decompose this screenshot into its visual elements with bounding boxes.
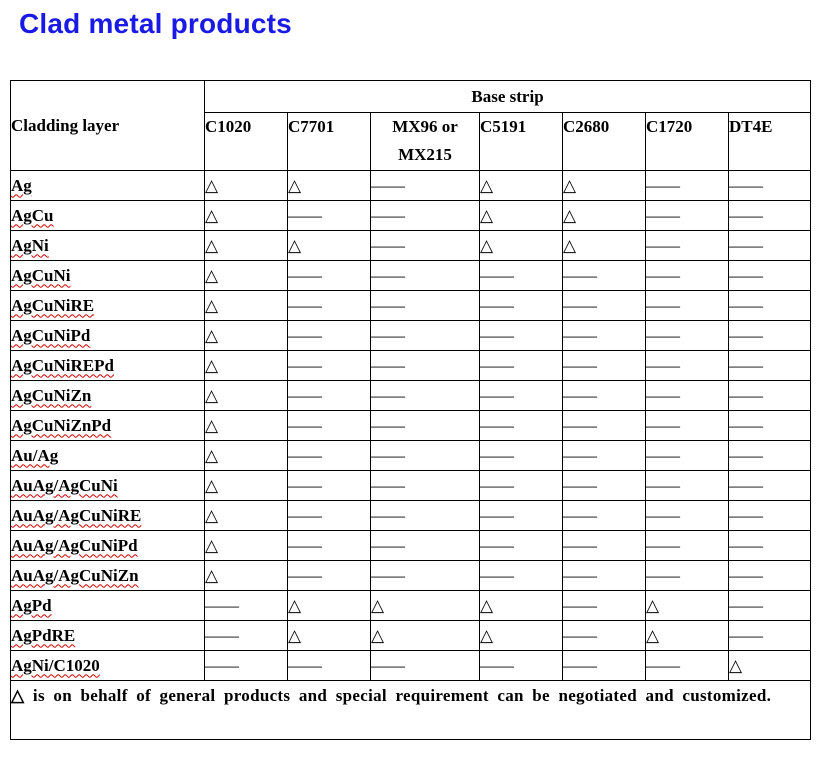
table-note [11,681,811,740]
table-cell: —— [729,411,811,441]
row-label: Au/Ag [11,441,205,471]
table-cell: —— [729,351,811,381]
row-label: AuAg/AgCuNiZn [11,561,205,591]
table-cell: —— [646,201,729,231]
table-cell: —— [371,201,480,231]
table-cell: —— [480,651,563,681]
column-header-c2680: C2680 [563,113,646,171]
table-cell: △ [205,441,288,471]
table-cell: —— [646,531,729,561]
table-cell: —— [371,531,480,561]
table-cell: △ [480,231,563,261]
table-cell: △ [205,381,288,411]
table-cell: —— [480,261,563,291]
table-cell: △ [205,561,288,591]
table-cell: —— [288,471,371,501]
table-cell: △ [205,351,288,381]
table-cell: —— [371,291,480,321]
table-cell: —— [563,561,646,591]
table-cell: —— [480,321,563,351]
row-label: AgCuNiPd [11,321,205,351]
table-cell: —— [371,261,480,291]
table-cell: —— [371,411,480,441]
table-cell: —— [729,171,811,201]
table-cell: △ [646,621,729,651]
table-row [11,201,811,231]
table-row [11,381,811,411]
table-cell: —— [563,441,646,471]
table-cell: —— [646,261,729,291]
table-cell: △ [288,171,371,201]
table-cell: —— [288,321,371,351]
column-header-dt4e: DT4E [729,113,811,171]
table-cell: —— [729,381,811,411]
row-label: Ag [11,171,205,201]
table-cell: —— [288,261,371,291]
table-cell: —— [646,351,729,381]
note-text: △ is on behalf of general products and special requirement can be negotiated and customized. [11,686,772,705]
table-cell: —— [480,501,563,531]
table-cell: —— [205,651,288,681]
table-cell: △ [205,261,288,291]
table-cell: —— [563,291,646,321]
table-cell: —— [205,621,288,651]
table-cell: —— [563,261,646,291]
table-row [11,411,811,441]
table-cell: △ [288,591,371,621]
row-label: AgPdRE [11,621,205,651]
table-cell: △ [563,201,646,231]
table-row [11,441,811,471]
table-cell: —— [646,651,729,681]
table-row [11,471,811,501]
table-cell: —— [646,441,729,471]
column-header-c5191: C5191 [480,113,563,171]
table-cell: △ [205,201,288,231]
table-cell: △ [371,621,480,651]
table-cell: —— [729,591,811,621]
table-row [11,531,811,561]
row-label: AgPd [11,591,205,621]
table-cell: —— [371,561,480,591]
table-cell: —— [729,261,811,291]
table-cell: —— [563,321,646,351]
column-header-c1020: C1020 [205,113,288,171]
row-label: AuAg/AgCuNiRE [11,501,205,531]
table-cell: —— [288,531,371,561]
table-cell: △ [205,291,288,321]
table-cell: —— [288,651,371,681]
table-row [11,321,811,351]
row-label: AuAg/AgCuNi [11,471,205,501]
table-cell: △ [288,621,371,651]
table-cell: △ [480,621,563,651]
table-cell: —— [729,441,811,471]
row-label: AuAg/AgCuNiPd [11,531,205,561]
table-cell: —— [371,471,480,501]
table-row [11,291,811,321]
table-cell: —— [288,561,371,591]
table-cell: —— [480,291,563,321]
table-cell: —— [729,291,811,321]
table-cell: —— [288,411,371,441]
table-cell: —— [729,531,811,561]
table-row [11,561,811,591]
table-cell: △ [646,591,729,621]
table-cell: —— [371,351,480,381]
table-cell: —— [563,621,646,651]
column-header-mx96-mx215: MX96 or MX215 [371,113,480,171]
table-cell: —— [646,321,729,351]
table-cell: —— [371,501,480,531]
table-cell: —— [371,231,480,261]
table-cell: —— [480,531,563,561]
table-cell: —— [371,441,480,471]
table-row [11,261,811,291]
row-label: AgCuNiREPd [11,351,205,381]
row-label: AgCuNiZn [11,381,205,411]
row-label: AgNi/C1020 [11,651,205,681]
table-cell: —— [729,501,811,531]
table-cell: —— [646,471,729,501]
table-cell: —— [563,501,646,531]
table-cell: △ [563,231,646,261]
table-cell: △ [563,171,646,201]
table-row [11,591,811,621]
table-row [11,231,811,261]
table-cell: —— [288,201,371,231]
table-cell: —— [729,231,811,261]
table-cell: —— [480,351,563,381]
table-cell: —— [371,321,480,351]
row-label: AgCuNiZnPd [11,411,205,441]
table-cell: —— [288,441,371,471]
table-cell: —— [480,561,563,591]
column-header-c7701: C7701 [288,113,371,171]
table-cell: —— [480,471,563,501]
table-cell: —— [646,411,729,441]
table-cell: △ [205,321,288,351]
table-cell: △ [480,201,563,231]
table-cell: △ [205,471,288,501]
table-cell: —— [646,291,729,321]
table-cell: —— [563,591,646,621]
table-cell: —— [646,171,729,201]
table-cell: —— [288,351,371,381]
table-cell: △ [205,171,288,201]
table-cell: —— [371,171,480,201]
clad-metal-table [10,80,811,740]
table-cell: △ [729,651,811,681]
table-cell: —— [729,471,811,501]
table-cell: —— [480,411,563,441]
table-cell: —— [646,231,729,261]
table-cell: —— [371,381,480,411]
table-row [11,351,811,381]
table-cell: —— [729,621,811,651]
page-title: Clad metal products [19,8,292,39]
table-cell: △ [205,531,288,561]
table-row [11,621,811,651]
table-cell: △ [480,171,563,201]
table-cell: —— [563,411,646,441]
base-strip-header: Base strip [205,81,811,113]
table-cell: —— [288,291,371,321]
table-cell: —— [205,591,288,621]
table-cell: △ [288,231,371,261]
table-cell: —— [371,651,480,681]
table-cell: —— [729,561,811,591]
table-cell: —— [563,651,646,681]
row-label: AgNi [11,231,205,261]
table-body [11,171,811,681]
table-cell: △ [371,591,480,621]
table-cell: △ [480,591,563,621]
table-cell: —— [729,321,811,351]
table-cell: —— [480,441,563,471]
table-cell: —— [563,351,646,381]
table-cell: —— [288,501,371,531]
table-row [11,501,811,531]
table-cell: —— [563,531,646,561]
row-label: AgCuNi [11,261,205,291]
table-row [11,651,811,681]
table-cell: —— [646,381,729,411]
table-cell: △ [205,411,288,441]
table-cell: —— [646,501,729,531]
row-label: AgCuNiRE [11,291,205,321]
row-label: AgCu [11,201,205,231]
table-cell: —— [480,381,563,411]
table-cell: —— [729,201,811,231]
column-header-c1720: C1720 [646,113,729,171]
table-cell: △ [205,231,288,261]
table-row [11,171,811,201]
cladding-layer-header: Cladding layer [11,81,205,171]
table-cell: —— [563,471,646,501]
table-cell: —— [646,561,729,591]
table-cell: △ [205,501,288,531]
table-cell: —— [563,381,646,411]
table-cell: —— [288,381,371,411]
